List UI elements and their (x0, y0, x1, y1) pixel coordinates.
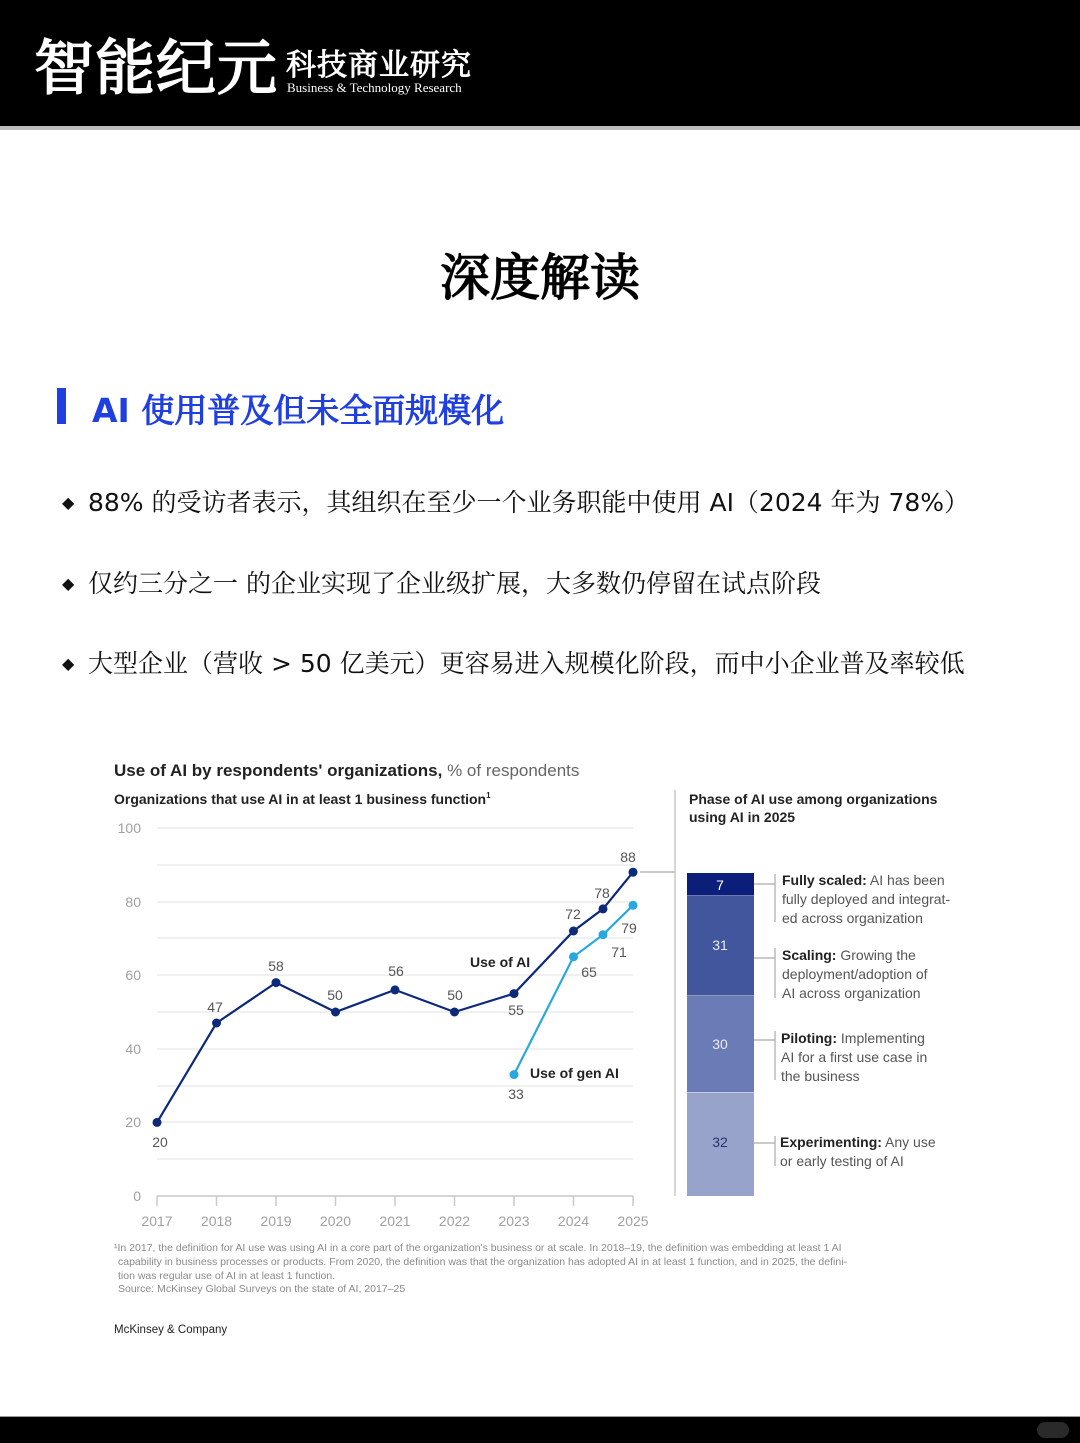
svg-text:the business: the business (781, 1068, 860, 1084)
bullet-item (62, 483, 969, 519)
bullet-text: 仅约三分之一 的企业实现了企业级扩展，大多数仍停留在试点阶段 (88, 569, 821, 598)
svg-text:65: 65 (581, 964, 597, 980)
svg-text:72: 72 (565, 906, 581, 922)
svg-text:56: 56 (388, 963, 404, 979)
use-of-gen-ai-series-label: Use of gen AI (530, 1065, 619, 1081)
svg-text:2025: 2025 (617, 1213, 649, 1229)
bullet-text: 大型企业（营收 > 50 亿美元）更容易进入规模化阶段，而中小企业普及率较低 (88, 649, 965, 678)
bullet-item (62, 644, 965, 680)
svg-text:0: 0 (133, 1188, 141, 1204)
phase-fully-scaled: Fully scaled: AI has been (782, 872, 945, 888)
svg-text:2021: 2021 (379, 1213, 411, 1229)
svg-text:80: 80 (125, 894, 141, 910)
svg-text:31: 31 (712, 937, 728, 953)
brand-subtitle-cn: 科技商业研究 (286, 48, 472, 83)
page-title: 深度解读 (440, 248, 640, 307)
svg-text:50: 50 (327, 987, 343, 1003)
svg-text:88: 88 (620, 849, 636, 865)
use-of-ai-data-labels (152, 849, 636, 1150)
y-axis-labels (118, 820, 142, 1204)
svg-text:7: 7 (716, 877, 724, 893)
phase-descriptions (780, 872, 950, 1169)
phase-callout-brackets (754, 874, 775, 1166)
phase-experimenting: Experimenting: Any use (780, 1134, 936, 1150)
svg-text:58: 58 (268, 958, 284, 974)
svg-text:2022: 2022 (438, 1213, 471, 1229)
svg-text:20: 20 (152, 1134, 168, 1150)
svg-text:ed across organization: ed across organization (782, 910, 923, 926)
svg-text:33: 33 (508, 1086, 524, 1102)
svg-text:78: 78 (594, 885, 610, 901)
source-credit: McKinsey & Company (114, 1324, 228, 1336)
svg-text:2019: 2019 (260, 1213, 292, 1229)
svg-text:60: 60 (125, 967, 141, 983)
phase-scaling: Scaling: Growing the (782, 947, 916, 963)
svg-text:2018: 2018 (200, 1213, 233, 1229)
watermark-badge (1037, 1422, 1069, 1438)
svg-text:50: 50 (447, 987, 463, 1003)
svg-text:Source: McKinsey Global Survey: Source: McKinsey Global Surveys on the state of AI, 2017–25 (118, 1283, 406, 1295)
svg-text:2024: 2024 (557, 1213, 590, 1229)
svg-text:deployment/adoption of: deployment/adoption of (782, 966, 928, 982)
chart-title: Use of AI by respondents' organizations, % of respondents (114, 761, 580, 780)
brand-logo-text: 智能纪元 (34, 34, 278, 104)
svg-text:or early testing of AI: or early testing of AI (780, 1153, 904, 1169)
left-chart-subtitle: Organizations that use AI in at least 1 business function$^1$ (114, 791, 491, 807)
svg-text:32: 32 (712, 1134, 728, 1150)
use-of-ai-series-label: Use of AI (470, 954, 531, 970)
section-accent-bar (57, 388, 66, 424)
section-title: AI 使用普及但未全面规模化 (92, 391, 505, 430)
svg-text:tion was regular use of AI in: tion was regular use of AI in at least 1 function. (118, 1270, 336, 1282)
right-chart-subtitle (689, 791, 938, 825)
diamond-bullet-icon: ◆ (62, 574, 75, 593)
svg-text:Phase of AI use among organiza: Phase of AI use among organizations (689, 791, 938, 807)
svg-text:30: 30 (712, 1036, 728, 1052)
svg-text:capability in business process: capability in business processes or products. From 2020, the definition was that the organization has adopted AI in at least 1 function, and in 2025, the defini- (118, 1256, 848, 1268)
phase-piloting: Piloting: Implementing (781, 1030, 925, 1046)
x-axis-labels (141, 1213, 648, 1229)
svg-text:fully deployed and integrat-: fully deployed and integrat- (782, 891, 951, 907)
svg-text:100: 100 (117, 820, 141, 836)
svg-text:40: 40 (125, 1041, 141, 1057)
header-divider (0, 126, 1080, 130)
svg-text:71: 71 (611, 944, 627, 960)
svg-text:2020: 2020 (319, 1213, 352, 1229)
svg-text:2023: 2023 (498, 1213, 530, 1229)
svg-text:55: 55 (508, 1002, 524, 1018)
svg-text:79: 79 (621, 920, 637, 936)
svg-text:2017: 2017 (141, 1213, 173, 1229)
brand-subtitle-en: Business & Technology Research (287, 80, 462, 95)
chart-footnotes (114, 1242, 848, 1295)
footer-bar (0, 1417, 1080, 1443)
svg-text:20: 20 (125, 1114, 141, 1130)
svg-text:AI across organization: AI across organization (782, 985, 921, 1001)
svg-text:¹In 2017, the definition for A: ¹In 2017, the definition for AI use was using AI in a core part of the organization's business or at scale. In 2018–19, the definition was embedding at least 1 AI (114, 1242, 842, 1254)
ai-usage-chart (0, 740, 1080, 1360)
bullet-text: 88% 的受访者表示，其组织在至少一个业务职能中使用 AI（2024 年为 78%） (88, 488, 970, 517)
svg-text:AI for a first use case in: AI for a first use case in (781, 1049, 928, 1065)
diamond-bullet-icon: ◆ (62, 654, 75, 673)
svg-text:47: 47 (207, 999, 223, 1015)
brand-header (0, 0, 1080, 126)
svg-text:using AI in 2025: using AI in 2025 (689, 809, 796, 825)
bullet-item (62, 564, 821, 600)
diamond-bullet-icon: ◆ (62, 493, 75, 512)
x-axis (157, 1196, 633, 1206)
use-of-ai-line (157, 872, 633, 1122)
